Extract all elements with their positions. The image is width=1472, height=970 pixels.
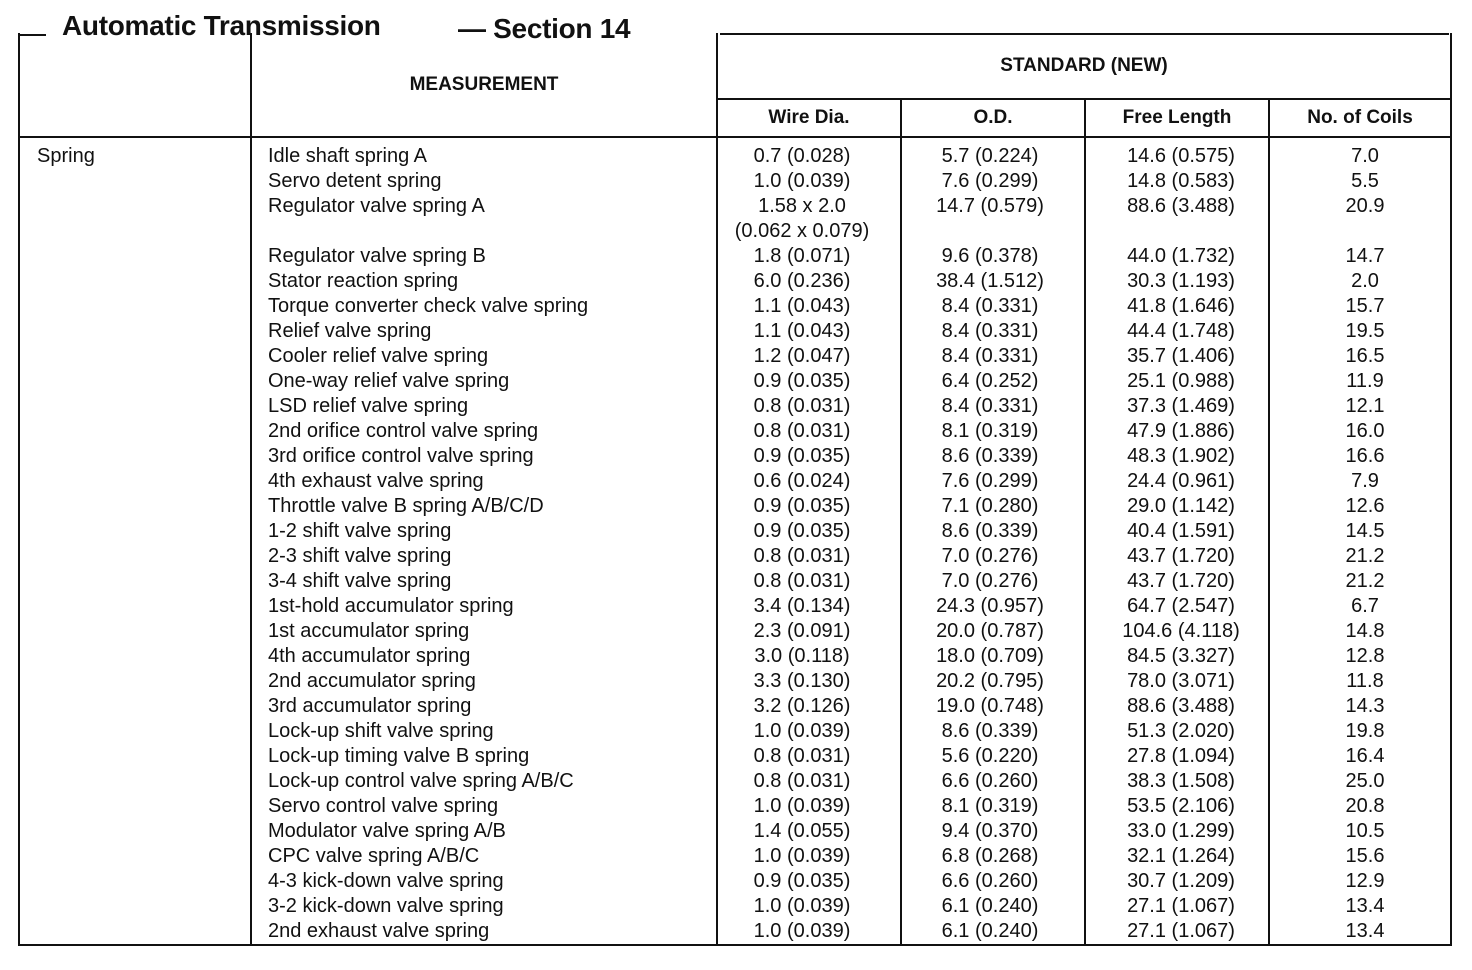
spring-name: Lock-up control valve spring A/B/C bbox=[268, 770, 574, 792]
wire-dia-value: 0.9 (0.035) bbox=[753, 445, 851, 467]
wire-dia-value: 1.0 (0.039) bbox=[753, 845, 851, 867]
od-value: 8.1 (0.319) bbox=[941, 420, 1039, 442]
od-value: 7.0 (0.276) bbox=[941, 570, 1039, 592]
wire-dia-value: 0.8 (0.031) bbox=[753, 570, 851, 592]
wire-dia-value: 1.0 (0.039) bbox=[753, 920, 851, 942]
coils-value: 14.8 bbox=[1345, 620, 1385, 642]
free-length-column bbox=[1085, 137, 1269, 945]
wire-dia-value: 0.7 (0.028) bbox=[753, 145, 851, 167]
free-length-value: 88.6 (3.488) bbox=[1127, 695, 1235, 717]
coils-value: 11.8 bbox=[1346, 670, 1384, 692]
wire-dia-value: 3.2 (0.126) bbox=[753, 695, 851, 717]
coils-value: 12.6 bbox=[1345, 495, 1385, 517]
coils-value: 15.7 bbox=[1345, 295, 1385, 317]
coils-value: 2.0 bbox=[1351, 270, 1379, 292]
free-length-value: 24.4 (0.961) bbox=[1127, 470, 1235, 492]
free-length-value: 33.0 (1.299) bbox=[1127, 820, 1235, 842]
od-value: 38.4 (1.512) bbox=[936, 270, 1044, 292]
wire-dia-value: 0.8 (0.031) bbox=[753, 745, 851, 767]
wire-dia-value: 2.3 (0.091) bbox=[753, 620, 851, 642]
free-length-value: 29.0 (1.142) bbox=[1127, 495, 1235, 517]
spring-name: 2nd orifice control valve spring bbox=[268, 420, 539, 442]
free-length-value: 40.4 (1.591) bbox=[1127, 520, 1235, 542]
spring-name: 3rd accumulator spring bbox=[268, 695, 472, 717]
wire-dia-value: 0.8 (0.031) bbox=[753, 420, 851, 442]
coils-value: 14.5 bbox=[1345, 520, 1385, 542]
coils-value: 12.1 bbox=[1345, 395, 1385, 417]
wire-dia-value: 1.58 x 2.0 bbox=[758, 195, 846, 217]
spring-name: Modulator valve spring A/B bbox=[268, 820, 506, 842]
coils-value: 19.8 bbox=[1345, 720, 1385, 742]
free-length-value: 32.1 (1.264) bbox=[1127, 845, 1235, 867]
od-value: 20.2 (0.795) bbox=[936, 670, 1044, 692]
spring-name: Stator reaction spring bbox=[268, 270, 459, 292]
coils-value: 11.9 bbox=[1346, 370, 1384, 392]
od-value: 8.1 (0.319) bbox=[941, 795, 1039, 817]
od-value: 18.0 (0.709) bbox=[936, 645, 1044, 667]
coils-value: 12.9 bbox=[1345, 870, 1385, 892]
coils-value: 16.5 bbox=[1345, 345, 1385, 367]
od-value: 8.6 (0.339) bbox=[941, 445, 1039, 467]
od-value: 6.6 (0.260) bbox=[941, 870, 1039, 892]
wire-dia-value: 1.1 (0.043) bbox=[753, 295, 851, 317]
coils-value: 13.4 bbox=[1345, 920, 1385, 942]
free-length-value: 27.8 (1.094) bbox=[1127, 745, 1235, 767]
col-header-free-length: Free Length bbox=[1085, 99, 1269, 137]
spring-name: 2nd accumulator spring bbox=[268, 670, 476, 692]
col-header-coils: No. of Coils bbox=[1269, 99, 1451, 137]
spring-name: Relief valve spring bbox=[268, 320, 432, 342]
wire-dia-column bbox=[717, 137, 901, 945]
coils-value: 13.4 bbox=[1345, 895, 1385, 917]
spring-name: 1st-hold accumulator spring bbox=[268, 595, 514, 617]
spring-name: Cooler relief valve spring bbox=[268, 345, 489, 367]
wire-dia-value: 6.0 (0.236) bbox=[753, 270, 851, 292]
od-value: 5.7 (0.224) bbox=[941, 145, 1039, 167]
spring-name: Throttle valve B spring A/B/C/D bbox=[268, 495, 544, 517]
free-length-value: 35.7 (1.406) bbox=[1127, 345, 1235, 367]
spring-name: 3-2 kick-down valve spring bbox=[268, 895, 504, 917]
spring-name: LSD relief valve spring bbox=[268, 395, 469, 417]
wire-dia-value: 1.0 (0.039) bbox=[753, 720, 851, 742]
wire-dia-value: 0.9 (0.035) bbox=[753, 520, 851, 542]
free-length-value: 78.0 (3.071) bbox=[1127, 670, 1235, 692]
coils-value: 20.8 bbox=[1345, 795, 1385, 817]
measurement-name-column bbox=[251, 137, 717, 945]
od-value: 9.4 (0.370) bbox=[941, 820, 1039, 842]
blank-header-cell bbox=[19, 33, 251, 137]
coils-value: 14.3 bbox=[1345, 695, 1385, 717]
spring-name: Lock-up timing valve B spring bbox=[268, 745, 530, 767]
free-length-value: 30.7 (1.209) bbox=[1127, 870, 1235, 892]
od-value: 7.0 (0.276) bbox=[941, 545, 1039, 567]
coils-value: 6.7 bbox=[1351, 595, 1379, 617]
od-value: 5.6 (0.220) bbox=[941, 745, 1039, 767]
od-value: 6.1 (0.240) bbox=[941, 920, 1039, 942]
coils-value: 7.9 bbox=[1351, 470, 1379, 492]
free-length-value: 41.8 (1.646) bbox=[1127, 295, 1235, 317]
wire-dia-value: 0.9 (0.035) bbox=[753, 870, 851, 892]
free-length-value: 14.8 (0.583) bbox=[1127, 170, 1235, 192]
free-length-value: 37.3 (1.469) bbox=[1127, 395, 1235, 417]
od-value: 9.6 (0.378) bbox=[941, 245, 1039, 267]
coils-value: 7.0 bbox=[1351, 145, 1379, 167]
od-value: 7.1 (0.280) bbox=[941, 495, 1039, 517]
free-length-value: 27.1 (1.067) bbox=[1127, 920, 1235, 942]
section-label: — Section 14 bbox=[458, 13, 631, 44]
spring-name: 4th exhaust valve spring bbox=[268, 470, 484, 492]
coils-value: 21.2 bbox=[1345, 570, 1385, 592]
wire-dia-value: 1.8 (0.071) bbox=[753, 245, 851, 267]
wire-dia-value: 0.8 (0.031) bbox=[753, 770, 851, 792]
od-value: 7.6 (0.299) bbox=[941, 170, 1039, 192]
col-header-od: O.D. bbox=[901, 99, 1085, 137]
spring-name: Regulator valve spring B bbox=[268, 245, 486, 267]
col-header-wire-dia: Wire Dia. bbox=[717, 99, 901, 137]
od-value: 6.6 (0.260) bbox=[941, 770, 1039, 792]
od-value: 7.6 (0.299) bbox=[941, 470, 1039, 492]
free-length-value: 104.6 (4.118) bbox=[1122, 620, 1240, 642]
wire-dia-value: 0.9 (0.035) bbox=[753, 370, 851, 392]
spring-name: 2nd exhaust valve spring bbox=[268, 920, 490, 942]
spring-name: Lock-up shift valve spring bbox=[268, 720, 494, 742]
spring-name bbox=[268, 219, 716, 244]
wire-dia-value: 3.4 (0.134) bbox=[753, 595, 851, 617]
free-length-value: 14.6 (0.575) bbox=[1127, 145, 1235, 167]
wire-dia-value: 0.8 (0.031) bbox=[753, 545, 851, 567]
coils-value: 21.2 bbox=[1345, 545, 1385, 567]
page-title: Automatic Transmission bbox=[62, 10, 381, 41]
spring-name: 1-2 shift valve spring bbox=[268, 520, 452, 542]
free-length-value: 48.3 (1.902) bbox=[1127, 445, 1235, 467]
spring-name: CPC valve spring A/B/C bbox=[268, 845, 480, 867]
od-value: 20.0 (0.787) bbox=[936, 620, 1044, 642]
wire-dia-value: 1.0 (0.039) bbox=[753, 170, 851, 192]
wire-dia-value: 3.0 (0.118) bbox=[754, 645, 850, 667]
free-length-value: 27.1 (1.067) bbox=[1127, 895, 1235, 917]
od-value: 24.3 (0.957) bbox=[936, 595, 1044, 617]
coils-value: 25.0 bbox=[1345, 770, 1385, 792]
spring-name: 3-4 shift valve spring bbox=[268, 570, 452, 592]
od-value: 6.1 (0.240) bbox=[941, 895, 1039, 917]
category-label: Spring bbox=[37, 145, 95, 167]
spring-name: One-way relief valve spring bbox=[268, 370, 510, 392]
wire-dia-value: 3.3 (0.130) bbox=[753, 670, 851, 692]
od-value: 8.4 (0.331) bbox=[941, 345, 1039, 367]
od-column bbox=[901, 137, 1085, 945]
od-value: 8.4 (0.331) bbox=[941, 395, 1039, 417]
category-cell bbox=[19, 137, 251, 945]
spring-name: 3rd orifice control valve spring bbox=[268, 445, 534, 467]
free-length-value: 43.7 (1.720) bbox=[1127, 545, 1235, 567]
coils-value: 14.7 bbox=[1345, 245, 1385, 267]
spring-name: Servo control valve spring bbox=[268, 795, 499, 817]
coils-value: 20.9 bbox=[1345, 195, 1385, 217]
spring-name: Servo detent spring bbox=[268, 170, 442, 192]
wire-dia-value: 0.6 (0.024) bbox=[753, 470, 851, 492]
coils-value: 12.8 bbox=[1345, 645, 1385, 667]
coils-value: 16.4 bbox=[1345, 745, 1385, 767]
od-value: 19.0 (0.748) bbox=[936, 695, 1044, 717]
od-value: 8.4 (0.331) bbox=[941, 295, 1039, 317]
spring-name: 1st accumulator spring bbox=[268, 620, 470, 642]
spring-name: Regulator valve spring A bbox=[268, 195, 485, 217]
coils-value: 10.5 bbox=[1345, 820, 1385, 842]
spring-name: 4th accumulator spring bbox=[268, 645, 471, 667]
free-length-value: 51.3 (2.020) bbox=[1127, 720, 1235, 742]
free-length-value: 43.7 (1.720) bbox=[1127, 570, 1235, 592]
wire-dia-value: 1.2 (0.047) bbox=[753, 345, 851, 367]
measurement-header: MEASUREMENT bbox=[251, 33, 717, 137]
od-value: 14.7 (0.579) bbox=[936, 195, 1044, 217]
od-value: 8.6 (0.339) bbox=[941, 520, 1039, 542]
coils-value bbox=[1270, 219, 1450, 244]
wire-dia-value: 1.0 (0.039) bbox=[753, 795, 851, 817]
free-length-value: 30.3 (1.193) bbox=[1127, 270, 1235, 292]
free-length-value: 38.3 (1.508) bbox=[1127, 770, 1235, 792]
coils-value: 16.0 bbox=[1345, 420, 1385, 442]
od-value: 8.4 (0.331) bbox=[941, 320, 1039, 342]
coils-value: 5.5 bbox=[1351, 170, 1379, 192]
free-length-value: 84.5 (3.327) bbox=[1127, 645, 1235, 667]
spring-name: 4-3 kick-down valve spring bbox=[268, 870, 504, 892]
free-length-value: 47.9 (1.886) bbox=[1127, 420, 1235, 442]
wire-dia-value: (0.062 x 0.079) bbox=[734, 220, 870, 242]
wire-dia-value: 1.0 (0.039) bbox=[753, 895, 851, 917]
od-value: 6.4 (0.252) bbox=[941, 370, 1039, 392]
spring-name: Torque converter check valve spring bbox=[268, 295, 589, 317]
od-value: 6.8 (0.268) bbox=[941, 845, 1039, 867]
free-length-value bbox=[1086, 219, 1268, 244]
standard-header: STANDARD (NEW) bbox=[717, 33, 1451, 99]
free-length-value: 44.0 (1.732) bbox=[1127, 245, 1235, 267]
free-length-value: 53.5 (2.106) bbox=[1127, 795, 1235, 817]
free-length-value: 44.4 (1.748) bbox=[1127, 320, 1235, 342]
spring-name: Idle shaft spring A bbox=[268, 145, 427, 167]
wire-dia-value: 0.8 (0.031) bbox=[753, 395, 851, 417]
wire-dia-value: 1.1 (0.043) bbox=[753, 320, 851, 342]
wire-dia-value: 0.9 (0.035) bbox=[753, 495, 851, 517]
spring-name: 2-3 shift valve spring bbox=[268, 545, 452, 567]
od-value: 8.6 (0.339) bbox=[941, 720, 1039, 742]
free-length-value: 64.7 (2.547) bbox=[1127, 595, 1235, 617]
od-value bbox=[902, 219, 1084, 244]
free-length-value: 88.6 (3.488) bbox=[1127, 195, 1235, 217]
coils-column bbox=[1269, 137, 1451, 945]
coils-value: 16.6 bbox=[1345, 445, 1385, 467]
spring-spec-table bbox=[18, 33, 1452, 946]
free-length-value: 25.1 (0.988) bbox=[1127, 370, 1235, 392]
coils-value: 15.6 bbox=[1345, 845, 1385, 867]
wire-dia-value: 1.4 (0.055) bbox=[753, 820, 851, 842]
coils-value: 19.5 bbox=[1345, 320, 1385, 342]
